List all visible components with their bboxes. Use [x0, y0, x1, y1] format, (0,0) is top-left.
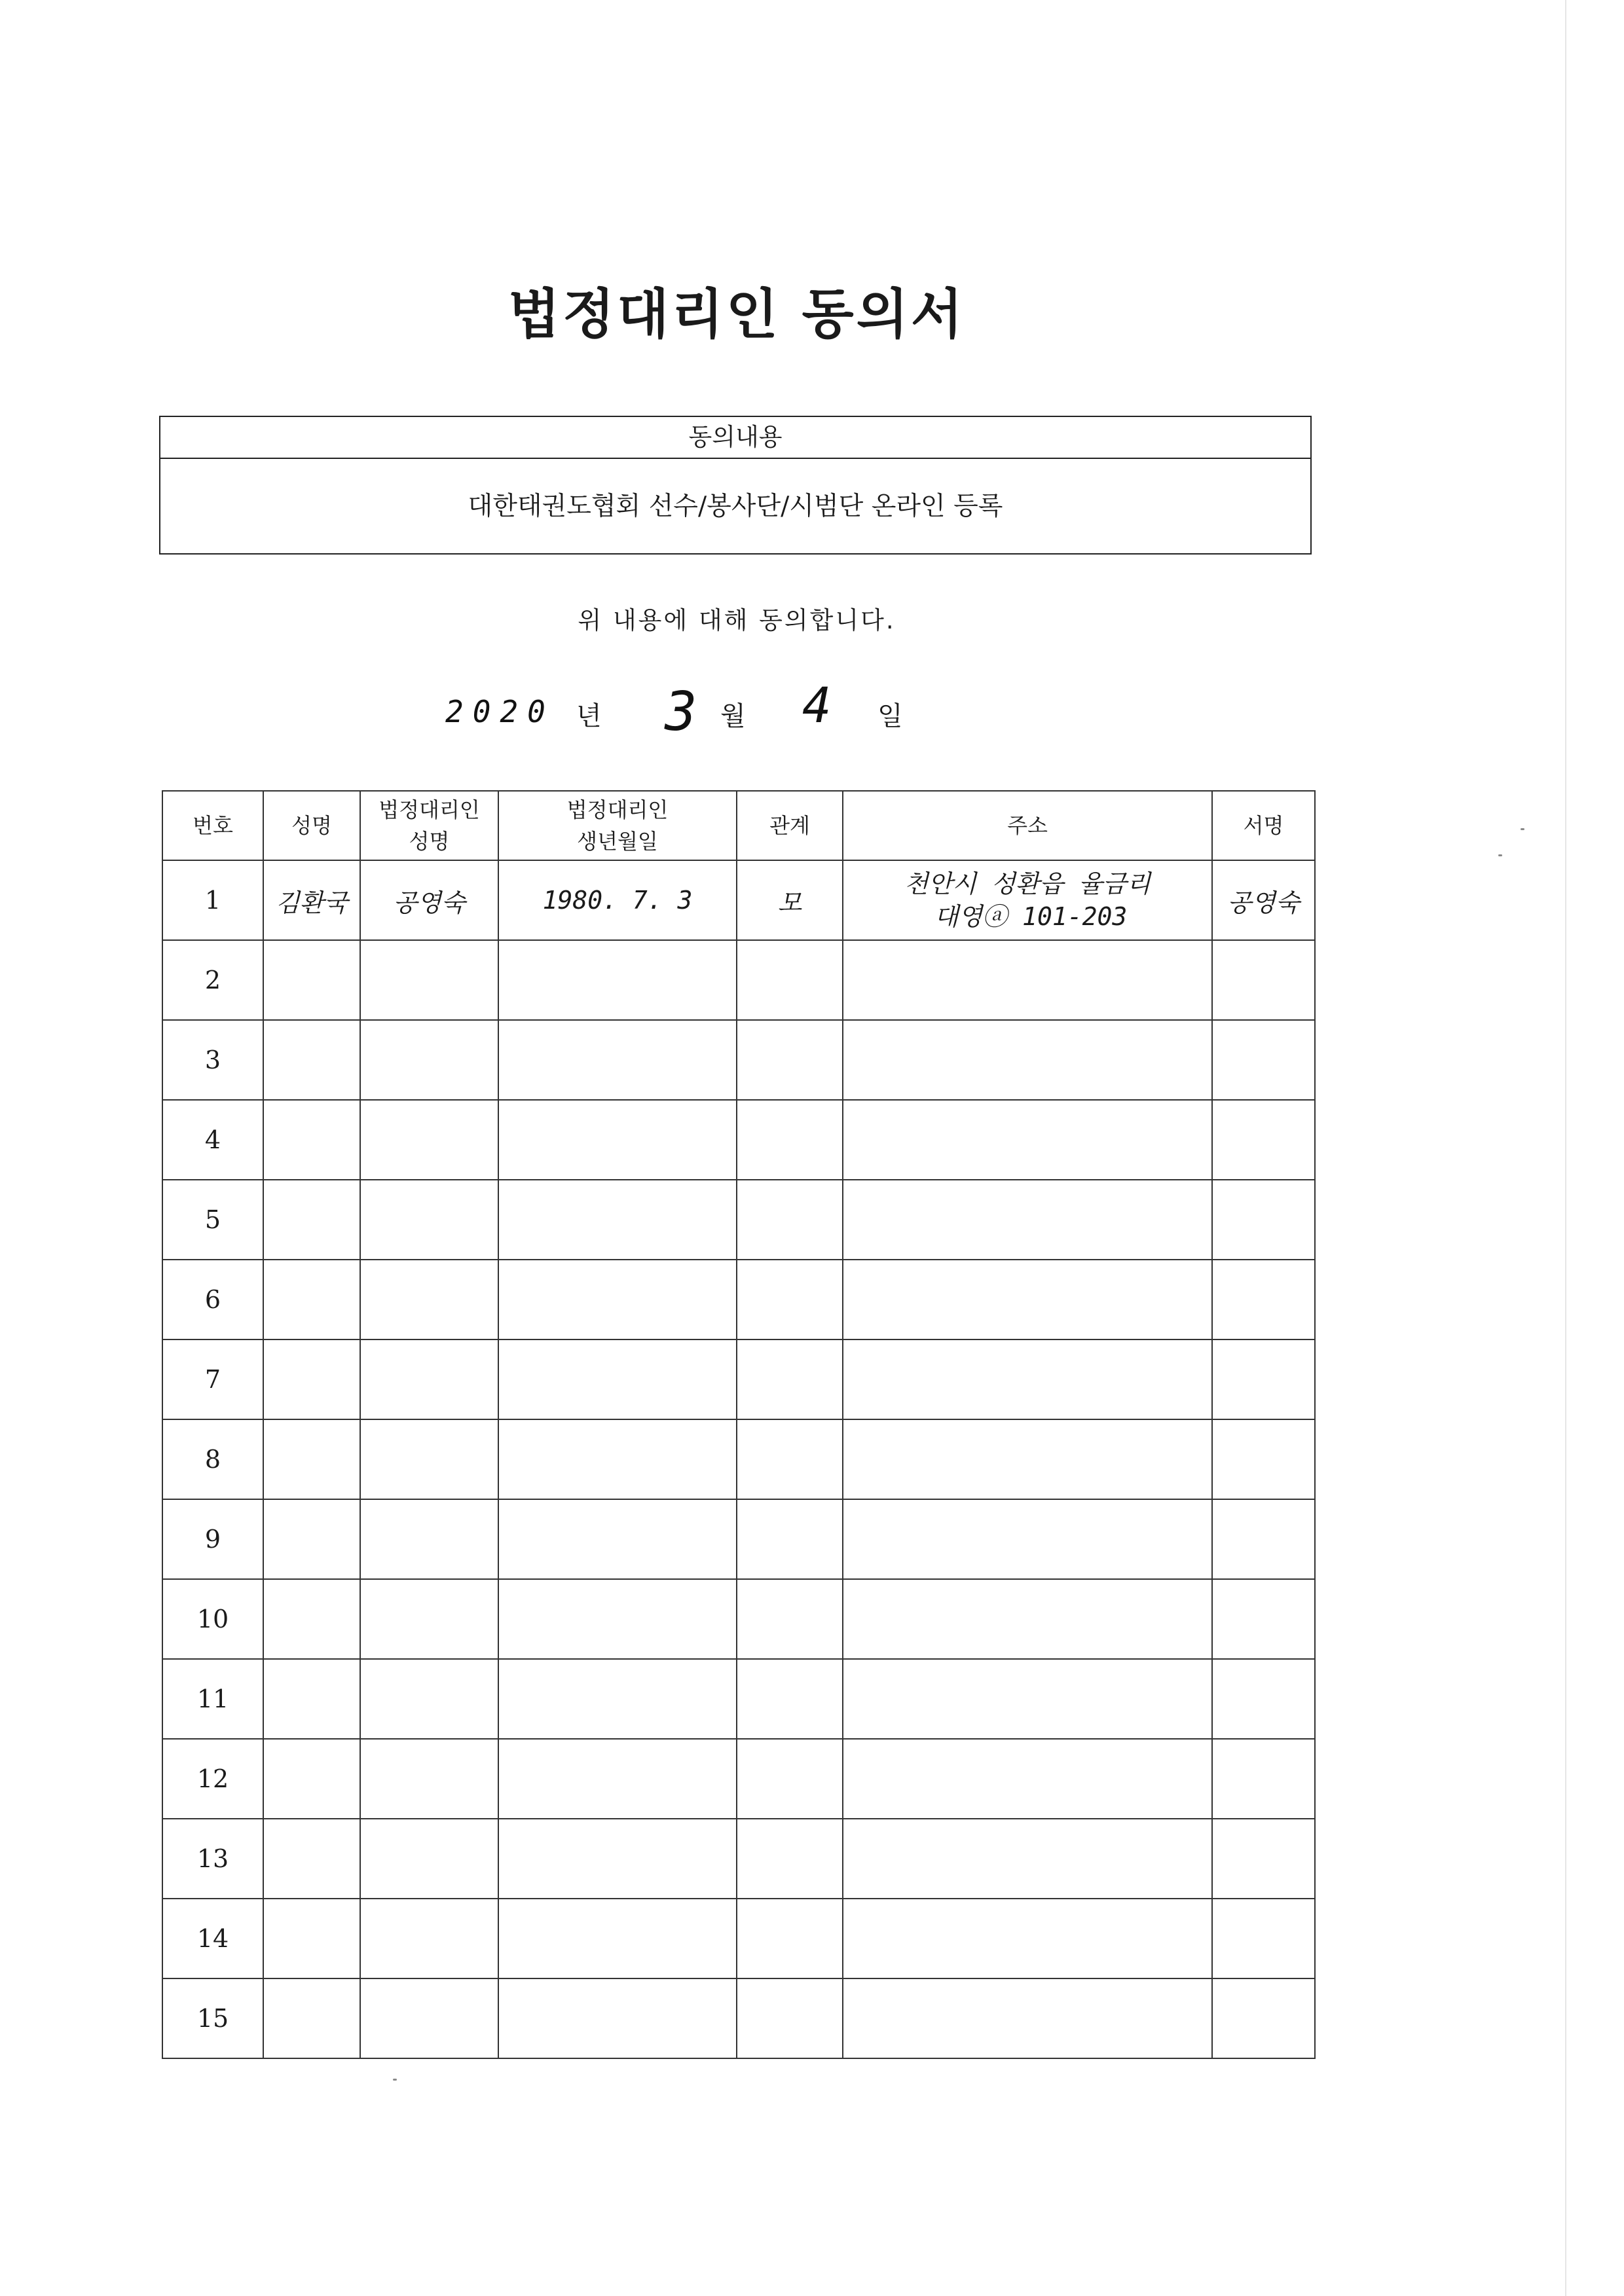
table-row	[162, 1659, 1315, 1739]
cell-relation: 모	[737, 860, 843, 940]
cell-name	[263, 940, 360, 1020]
cell-address	[843, 860, 1212, 940]
cell-signature	[1212, 1659, 1315, 1739]
cell-guardian-birth	[498, 1260, 737, 1339]
cell-guardian-name	[360, 1100, 498, 1180]
cell-relation	[737, 1339, 843, 1419]
cell-relation	[737, 1260, 843, 1339]
date-day-unit: 일	[877, 701, 903, 731]
document-title: 법정대리인 동의서	[507, 283, 966, 346]
date-year: 2020	[445, 694, 555, 729]
table-row	[162, 1819, 1315, 1899]
cell-address	[843, 1899, 1212, 1978]
cell-number: 4	[162, 1100, 263, 1180]
cell-name	[263, 1020, 360, 1100]
header-guardian-name-line1: 법정대리인	[378, 797, 480, 822]
cell-number: 12	[162, 1739, 263, 1819]
table-row	[162, 1180, 1315, 1260]
cell-guardian-name	[360, 1499, 498, 1579]
scan-page-edge	[1565, 0, 1566, 2296]
cell-guardian-name	[360, 1899, 498, 1978]
cell-address	[843, 1020, 1212, 1100]
cell-relation	[737, 1100, 843, 1180]
cell-guardian-birth	[498, 1180, 737, 1260]
cell-number: 13	[162, 1819, 263, 1899]
cell-address	[843, 1978, 1212, 2058]
cell-guardian-name	[360, 1579, 498, 1659]
date-line	[445, 678, 917, 743]
cell-guardian-birth	[498, 1579, 737, 1659]
cell-name	[263, 1739, 360, 1819]
cell-relation	[737, 940, 843, 1020]
date-year-unit: 년	[576, 701, 602, 731]
date-month-unit: 월	[720, 701, 746, 731]
cell-address-line1: 천안시 성환읍 율금리	[904, 869, 1151, 898]
guardian-consent-table	[162, 790, 1316, 2059]
cell-relation	[737, 1659, 843, 1739]
cell-guardian-name	[360, 1260, 498, 1339]
cell-address	[843, 1339, 1212, 1419]
cell-guardian-name	[360, 1819, 498, 1899]
cell-name	[263, 1899, 360, 1978]
cell-address	[843, 1579, 1212, 1659]
table-row	[162, 1899, 1315, 1978]
header-guardian-name	[360, 791, 498, 860]
cell-address	[843, 1819, 1212, 1899]
cell-name	[263, 1579, 360, 1659]
cell-number: 5	[162, 1180, 263, 1260]
cell-relation	[737, 1899, 843, 1978]
header-guardian-birth-line2: 생년월일	[577, 829, 658, 854]
cell-signature	[1212, 1020, 1315, 1100]
cell-number: 11	[162, 1659, 263, 1739]
cell-relation	[737, 1739, 843, 1819]
cell-number: 10	[162, 1579, 263, 1659]
table-row	[162, 1260, 1315, 1339]
cell-guardian-name	[360, 940, 498, 1020]
cell-relation	[737, 1819, 843, 1899]
cell-signature	[1212, 1978, 1315, 2058]
cell-relation	[737, 1978, 843, 2058]
header-address: 주소	[843, 791, 1212, 860]
cell-guardian-birth	[498, 1100, 737, 1180]
cell-number: 8	[162, 1419, 263, 1499]
cell-guardian-birth	[498, 1499, 737, 1579]
header-guardian-birth-line1: 법정대리인	[566, 797, 669, 822]
cell-guardian-birth	[498, 1819, 737, 1899]
header-signature: 서명	[1212, 791, 1315, 860]
consent-header: 동의내용	[160, 417, 1310, 459]
consent-content: 대한태권도협회 선수/봉사단/시범단 온라인 등록	[468, 492, 1003, 521]
scan-speck	[1498, 854, 1502, 856]
cell-signature	[1212, 940, 1315, 1020]
table-row	[162, 1579, 1315, 1659]
header-guardian-name-line2: 성명	[409, 829, 450, 854]
cell-guardian-name	[360, 1339, 498, 1419]
agreement-statement: 위 내용에 대해 동의합니다.	[578, 606, 896, 634]
header-number: 번호	[162, 791, 263, 860]
cell-guardian-birth	[498, 1978, 737, 2058]
cell-guardian-name: 공영숙	[360, 860, 498, 940]
cell-address	[843, 1739, 1212, 1819]
cell-number: 15	[162, 1978, 263, 2058]
date-month: 3	[665, 681, 697, 743]
header-guardian-birth	[498, 791, 737, 860]
cell-number: 9	[162, 1499, 263, 1579]
date-day: 4	[802, 678, 832, 734]
cell-guardian-name	[360, 1978, 498, 2058]
header-name: 성명	[263, 791, 360, 860]
cell-address-line2: 대영ⓐ 101-203	[934, 902, 1128, 931]
cell-name	[263, 1419, 360, 1499]
table-row	[162, 1100, 1315, 1180]
cell-guardian-name	[360, 1020, 498, 1100]
cell-number: 1	[162, 860, 263, 940]
table-row	[162, 1419, 1315, 1499]
table-row	[162, 940, 1315, 1020]
cell-name: 김환국	[263, 860, 360, 940]
cell-relation	[737, 1579, 843, 1659]
cell-guardian-birth: 1980. 7. 3	[498, 860, 737, 940]
cell-relation	[737, 1419, 843, 1499]
cell-signature	[1212, 1100, 1315, 1180]
cell-name	[263, 1978, 360, 2058]
cell-name	[263, 1819, 360, 1899]
cell-guardian-name	[360, 1180, 498, 1260]
cell-guardian-birth	[498, 1739, 737, 1819]
cell-signature	[1212, 1899, 1315, 1978]
cell-number: 2	[162, 940, 263, 1020]
cell-relation	[737, 1180, 843, 1260]
cell-signature	[1212, 1739, 1315, 1819]
cell-name	[263, 1659, 360, 1739]
cell-name	[263, 1499, 360, 1579]
cell-relation	[737, 1499, 843, 1579]
cell-signature	[1212, 1339, 1315, 1419]
cell-name	[263, 1180, 360, 1260]
cell-address	[843, 1260, 1212, 1339]
table-header-row	[162, 791, 1315, 860]
table-row	[162, 1978, 1315, 2058]
cell-signature: 공영숙	[1212, 860, 1315, 940]
cell-address	[843, 940, 1212, 1020]
cell-name	[263, 1339, 360, 1419]
cell-guardian-birth	[498, 1899, 737, 1978]
cell-number: 6	[162, 1260, 263, 1339]
cell-address	[843, 1100, 1212, 1180]
cell-address	[843, 1180, 1212, 1260]
cell-address	[843, 1419, 1212, 1499]
cell-signature	[1212, 1499, 1315, 1579]
cell-guardian-birth	[498, 1419, 737, 1499]
cell-signature	[1212, 1819, 1315, 1899]
cell-signature	[1212, 1419, 1315, 1499]
consent-box	[159, 416, 1312, 555]
cell-guardian-name	[360, 1739, 498, 1819]
scan-speck	[393, 2079, 397, 2081]
cell-number: 3	[162, 1020, 263, 1100]
table-row	[162, 1499, 1315, 1579]
table-row	[162, 1739, 1315, 1819]
table-row	[162, 860, 1315, 940]
cell-guardian-birth	[498, 1020, 737, 1100]
cell-relation	[737, 1020, 843, 1100]
cell-signature	[1212, 1579, 1315, 1659]
cell-signature	[1212, 1180, 1315, 1260]
cell-number: 7	[162, 1339, 263, 1419]
cell-number: 14	[162, 1899, 263, 1978]
cell-address	[843, 1499, 1212, 1579]
scan-speck	[1521, 828, 1524, 830]
cell-guardian-birth	[498, 940, 737, 1020]
cell-guardian-name	[360, 1419, 498, 1499]
cell-address	[843, 1659, 1212, 1739]
cell-guardian-birth	[498, 1659, 737, 1739]
cell-name	[263, 1260, 360, 1339]
cell-signature	[1212, 1260, 1315, 1339]
table-row	[162, 1020, 1315, 1100]
cell-guardian-birth	[498, 1339, 737, 1419]
cell-name	[263, 1100, 360, 1180]
header-relation: 관계	[737, 791, 843, 860]
table-row	[162, 1339, 1315, 1419]
cell-guardian-name	[360, 1659, 498, 1739]
